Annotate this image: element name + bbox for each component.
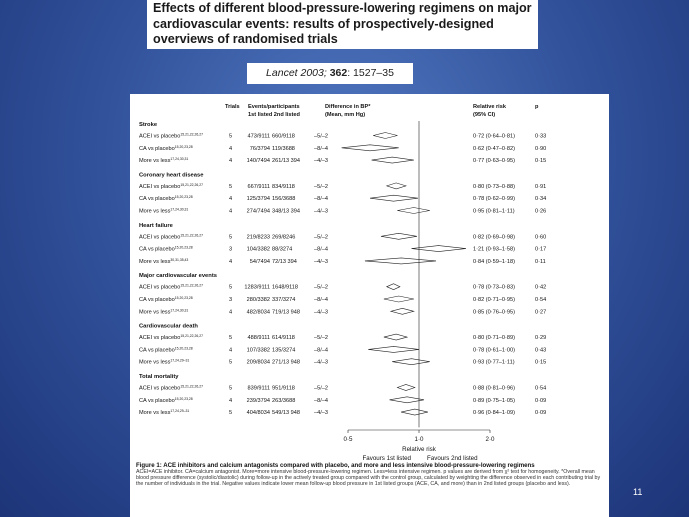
row-trials: 4 — [229, 258, 233, 265]
row-refs: 15,20,23,28 — [174, 296, 193, 300]
caption-text: ACEI=ACE inhibitor. CA=calcium antagonist. More=more intensive blood-pressure-lowering regimen. Less=less intensive regimen. p values are derived from χ² test for homogeneity. *Overall mean blood pressure difference (systolic/diastolic) during follow-up in the actively treated group compared with the control group, calculated by weighting the difference observed in each contributing trial by the number of individuals in the trial. Negative values indicate lower mean follow-up blood pressure in 1st listed groups (ACE, CA, and more) than in 2nd listed groups (placebo and less). — [136, 469, 601, 488]
row-label: More vs less$^{30,31,35,43}$ — [139, 257, 189, 265]
row-second: 271/13 948 — [272, 359, 300, 366]
row-ci: 0·95 (0·81–1·11) — [473, 208, 515, 215]
row-first: 140/7494 — [246, 158, 270, 165]
row-refs: 15,20,23,28 — [174, 144, 193, 149]
row-p: 0·15 — [535, 359, 547, 366]
row-label: ACEI vs placebo$^{15,21,22,26,27}$ — [139, 132, 203, 140]
row-p: 0·91 — [535, 183, 547, 190]
row-p: 0·09 — [535, 410, 547, 417]
row-refs: 17,24,30,31 — [170, 207, 189, 212]
row-trials: 5 — [229, 335, 233, 342]
header-trials: Trials — [225, 104, 240, 110]
favours-left: Favours 1st listed — [362, 455, 411, 462]
slide-number: 11 — [633, 487, 643, 497]
row-first: 488/9111 — [247, 335, 270, 342]
row-p: 0·33 — [535, 133, 547, 140]
row-second: 348/13 394 — [272, 208, 300, 215]
title-line-3: overviews of randomised trials — [153, 32, 338, 46]
row-diff: –8/–4 — [314, 145, 328, 152]
row-trials: 5 — [229, 183, 233, 190]
row-trials: 4 — [229, 309, 233, 316]
row-first: 209/8034 — [246, 359, 270, 366]
row-refs: 15,21,22,26,27 — [180, 334, 203, 339]
x-tick-label: 1·0 — [414, 436, 424, 443]
row-second: 549/13 948 — [272, 410, 300, 417]
row-p: 0·27 — [535, 309, 547, 316]
rr-diamond — [387, 183, 406, 189]
row-label: CA vs placebo$^{15,20,23,28}$ — [139, 144, 193, 152]
row-first: 839/9111 — [247, 385, 270, 392]
row-ci: 0·78 (0·62–0·99) — [473, 196, 515, 203]
row-refs: 15,21,22,26,27 — [180, 132, 203, 137]
rr-diamond — [391, 308, 414, 314]
row-second: 660/9118 — [272, 133, 295, 140]
row-ci: 0·72 (0·64–0·81) — [473, 133, 515, 140]
row-refs: 17,24,29–31 — [170, 409, 190, 414]
rr-diamond — [373, 133, 397, 139]
row-second: 834/9118 — [272, 183, 295, 190]
row-second: 614/9118 — [272, 335, 295, 342]
row-label: More vs less$^{17,24,29-31}$ — [139, 358, 190, 366]
row-second: 88/3274 — [272, 246, 293, 253]
row-ci: 0·93 (0·77–1·11) — [473, 359, 515, 366]
row-p: 0·29 — [535, 335, 547, 342]
caption-title: Figure 1: ACE inhibitors and calcium antagonists compared with placebo, and more and less intensive blood-pressure-lowering regimens — [136, 462, 535, 469]
row-trials: 5 — [229, 133, 233, 140]
row-first: 404/8034 — [246, 410, 270, 417]
row-second: 719/13 948 — [272, 309, 300, 316]
rr-diamond — [384, 296, 414, 302]
row-diff: –5/–2 — [314, 234, 328, 241]
citation-pages: : 1527–35 — [347, 67, 394, 79]
header-p: p — [535, 104, 539, 110]
row-diff: –4/–3 — [314, 359, 328, 366]
row-refs: 15,20,23,28 — [174, 195, 193, 200]
row-label: More vs less$^{17,24,30,31}$ — [139, 207, 189, 215]
row-first: 482/8034 — [246, 309, 270, 316]
row-ci: 0·82 (0·69–0·98) — [473, 234, 515, 241]
row-label: CA vs placebo$^{15,20,23,28}$ — [139, 296, 193, 303]
row-ci: 0·77 (0·63–0·95) — [473, 158, 515, 165]
row-p: 0·09 — [535, 397, 547, 404]
group-title: Major cardiovascular events — [139, 273, 217, 280]
row-first: 274/7494 — [246, 208, 270, 215]
row-p: 0·54 — [535, 297, 547, 303]
row-ci: 0·80 (0·71–0·89) — [473, 335, 515, 342]
header-diff: Difference in BP* — [325, 104, 371, 110]
figure-caption — [136, 463, 604, 487]
row-second: 156/3688 — [272, 196, 296, 203]
citation-journal: Lancet 2003; — [266, 67, 327, 79]
row-first: 1283/9111 — [244, 284, 270, 291]
x-tick-label: 2·0 — [485, 436, 495, 443]
row-trials: 4 — [229, 208, 233, 215]
group-title: Stroke — [139, 122, 158, 128]
row-ci: 0·82 (0·71–0·95) — [473, 297, 515, 303]
row-trials: 4 — [229, 347, 233, 354]
row-refs: 30,31,35,43 — [170, 257, 189, 262]
group-title: Heart failure — [139, 222, 173, 229]
row-diff: –8/–4 — [314, 196, 328, 203]
row-second: 135/3274 — [272, 347, 296, 354]
group-title: Cardiovascular death — [139, 323, 198, 330]
row-trials: 3 — [229, 246, 233, 253]
forest-rows — [139, 122, 546, 416]
rr-diamond — [372, 157, 414, 163]
row-label: ACEI vs placebo$^{15,21,22,26,27}$ — [139, 233, 203, 241]
row-label: ACEI vs placebo$^{15,21,22,26,27}$ — [139, 283, 203, 291]
row-first: 667/9111 — [247, 183, 270, 190]
rr-diamond — [370, 195, 418, 201]
favours-right: Favours 2nd listed — [427, 455, 478, 462]
header-rr: Relative risk — [473, 104, 506, 110]
row-p: 0·17 — [535, 246, 547, 253]
row-refs: 15,20,23,28 — [174, 346, 193, 351]
row-refs: 15,21,22,26,27 — [180, 182, 203, 187]
row-first: 107/3382 — [246, 347, 270, 354]
row-refs: 17,24,30,31 — [170, 157, 189, 162]
row-diff: –5/–2 — [314, 335, 328, 342]
row-refs: 15,20,23,28 — [174, 396, 193, 401]
row-ci: 0·78 (0·61–1·00) — [473, 347, 515, 354]
row-diff: –8/–4 — [314, 397, 328, 404]
row-diff: –4/–3 — [314, 309, 328, 316]
row-second: 261/13 394 — [272, 158, 300, 165]
row-ci: 0·85 (0·76–0·95) — [473, 309, 515, 316]
header-rr-sub: (95% CI) — [473, 112, 496, 118]
row-p: 0·15 — [535, 158, 547, 165]
row-trials: 4 — [229, 196, 233, 203]
table-header — [225, 104, 539, 118]
title-line-1: Effects of different blood-pressure-lowering regimens on major — [153, 1, 532, 15]
row-refs: 15,20,23,28 — [174, 245, 193, 250]
row-diff: –5/–2 — [314, 385, 328, 392]
row-label: ACEI vs placebo$^{15,21,22,26,27}$ — [139, 182, 203, 190]
row-second: 72/13 394 — [272, 258, 297, 265]
row-p: 0·54 — [535, 385, 547, 392]
row-second: 263/3688 — [272, 397, 296, 404]
row-ci: 1·21 (0·93–1·58) — [473, 246, 515, 253]
row-p: 0·90 — [535, 145, 547, 152]
rr-diamond — [368, 346, 419, 352]
row-first: 125/3794 — [246, 196, 270, 203]
row-diff: –4/–3 — [314, 208, 328, 215]
row-label: More vs less$^{17,24,30,31}$ — [139, 157, 189, 165]
row-first: 219/8233 — [246, 234, 270, 241]
row-p: 0·34 — [535, 196, 547, 203]
row-refs: 15,21,22,26,27 — [180, 384, 203, 389]
rr-diamond — [397, 208, 429, 214]
row-refs: 17,24,30,31 — [170, 308, 189, 313]
row-first: 104/3382 — [246, 246, 270, 253]
row-label: ACEI vs placebo$^{15,21,22,26,27}$ — [139, 334, 203, 342]
rr-diamond — [397, 385, 414, 391]
row-trials: 4 — [229, 397, 233, 404]
row-refs: 15,21,22,26,27 — [180, 283, 203, 288]
row-first: 54/7494 — [249, 258, 270, 265]
header-diff-sub: (Mean, mm Hg) — [325, 112, 366, 118]
row-diff: –8/–4 — [314, 246, 328, 253]
x-axis-label: Relative risk — [402, 446, 436, 453]
rr-diamond — [384, 334, 407, 340]
row-trials: 4 — [229, 158, 233, 165]
rr-diamond — [392, 359, 429, 365]
row-trials: 3 — [229, 297, 233, 303]
row-ci: 0·80 (0·73–0·88) — [473, 183, 515, 190]
row-trials: 5 — [229, 410, 233, 417]
rr-diamond — [365, 258, 436, 264]
row-diff: –8/–4 — [314, 297, 328, 303]
row-trials: 5 — [229, 359, 233, 366]
row-label: CA vs placebo$^{15,20,23,28}$ — [139, 245, 193, 253]
rr-diamond — [381, 233, 417, 239]
rr-diamond — [412, 246, 466, 252]
row-label: CA vs placebo$^{15,20,23,28}$ — [139, 195, 193, 203]
row-second: 269/8246 — [272, 234, 296, 241]
row-second: 337/3274 — [272, 297, 296, 303]
row-ci: 0·89 (0·75–1·05) — [473, 397, 515, 404]
row-label: CA vs placebo$^{15,20,23,28}$ — [139, 346, 193, 354]
row-ci: 0·96 (0·84–1·09) — [473, 410, 515, 417]
row-second: 1648/9118 — [272, 284, 299, 291]
row-p: 0·42 — [535, 284, 547, 291]
rr-diamond — [401, 409, 428, 415]
group-title: Coronary heart disease — [139, 172, 204, 179]
row-diff: –4/–3 — [314, 158, 328, 165]
row-p: 0·26 — [535, 208, 547, 215]
row-first: 76/3794 — [249, 145, 270, 152]
row-ci: 0·88 (0·81–0·96) — [473, 385, 515, 392]
citation-volume: 362 — [329, 67, 348, 79]
row-diff: –4/–3 — [314, 410, 328, 417]
row-first: 473/9111 — [247, 133, 270, 140]
row-trials: 4 — [229, 145, 233, 152]
row-diff: –4/–3 — [314, 258, 328, 265]
row-label: ACEI vs placebo$^{15,21,22,26,27}$ — [139, 384, 203, 392]
x-tick-label: 0·5 — [343, 436, 353, 443]
row-first: 280/3382 — [246, 297, 270, 303]
row-diff: –5/–2 — [314, 183, 328, 190]
row-diff: –8/–4 — [314, 347, 328, 354]
row-first: 239/3794 — [246, 397, 270, 404]
row-second: 119/3688 — [272, 145, 295, 152]
header-events: Events/participants — [248, 104, 300, 110]
header-events-sub: 1st listed 2nd listed — [248, 112, 300, 118]
row-label: More vs less$^{17,24,30,31}$ — [139, 308, 189, 316]
row-p: 0·11 — [535, 258, 546, 265]
title-line-2: cardiovascular events: results of prospectively-designed — [153, 16, 494, 31]
row-diff: –5/–2 — [314, 133, 328, 140]
row-ci: 0·62 (0·47–0·82) — [473, 145, 515, 152]
row-label: More vs less$^{17,24,29-31}$ — [139, 409, 190, 417]
row-trials: 5 — [229, 385, 233, 392]
row-p: 0·60 — [535, 234, 547, 241]
row-trials: 5 — [229, 284, 233, 291]
row-diff: –5/–2 — [314, 284, 328, 291]
row-trials: 5 — [229, 234, 233, 241]
row-refs: 15,21,22,26,27 — [180, 233, 203, 238]
row-ci: 0·84 (0·59–1·18) — [473, 258, 515, 265]
row-refs: 17,24,29–31 — [170, 358, 190, 363]
row-p: 0·43 — [535, 347, 547, 354]
row-label: CA vs placebo$^{15,20,23,28}$ — [139, 396, 193, 404]
rr-diamond — [342, 145, 399, 151]
group-title: Total mortality — [139, 374, 179, 380]
row-second: 951/9118 — [272, 385, 295, 392]
rr-diamond — [387, 284, 400, 290]
row-ci: 0·78 (0·73–0·83) — [473, 284, 515, 291]
